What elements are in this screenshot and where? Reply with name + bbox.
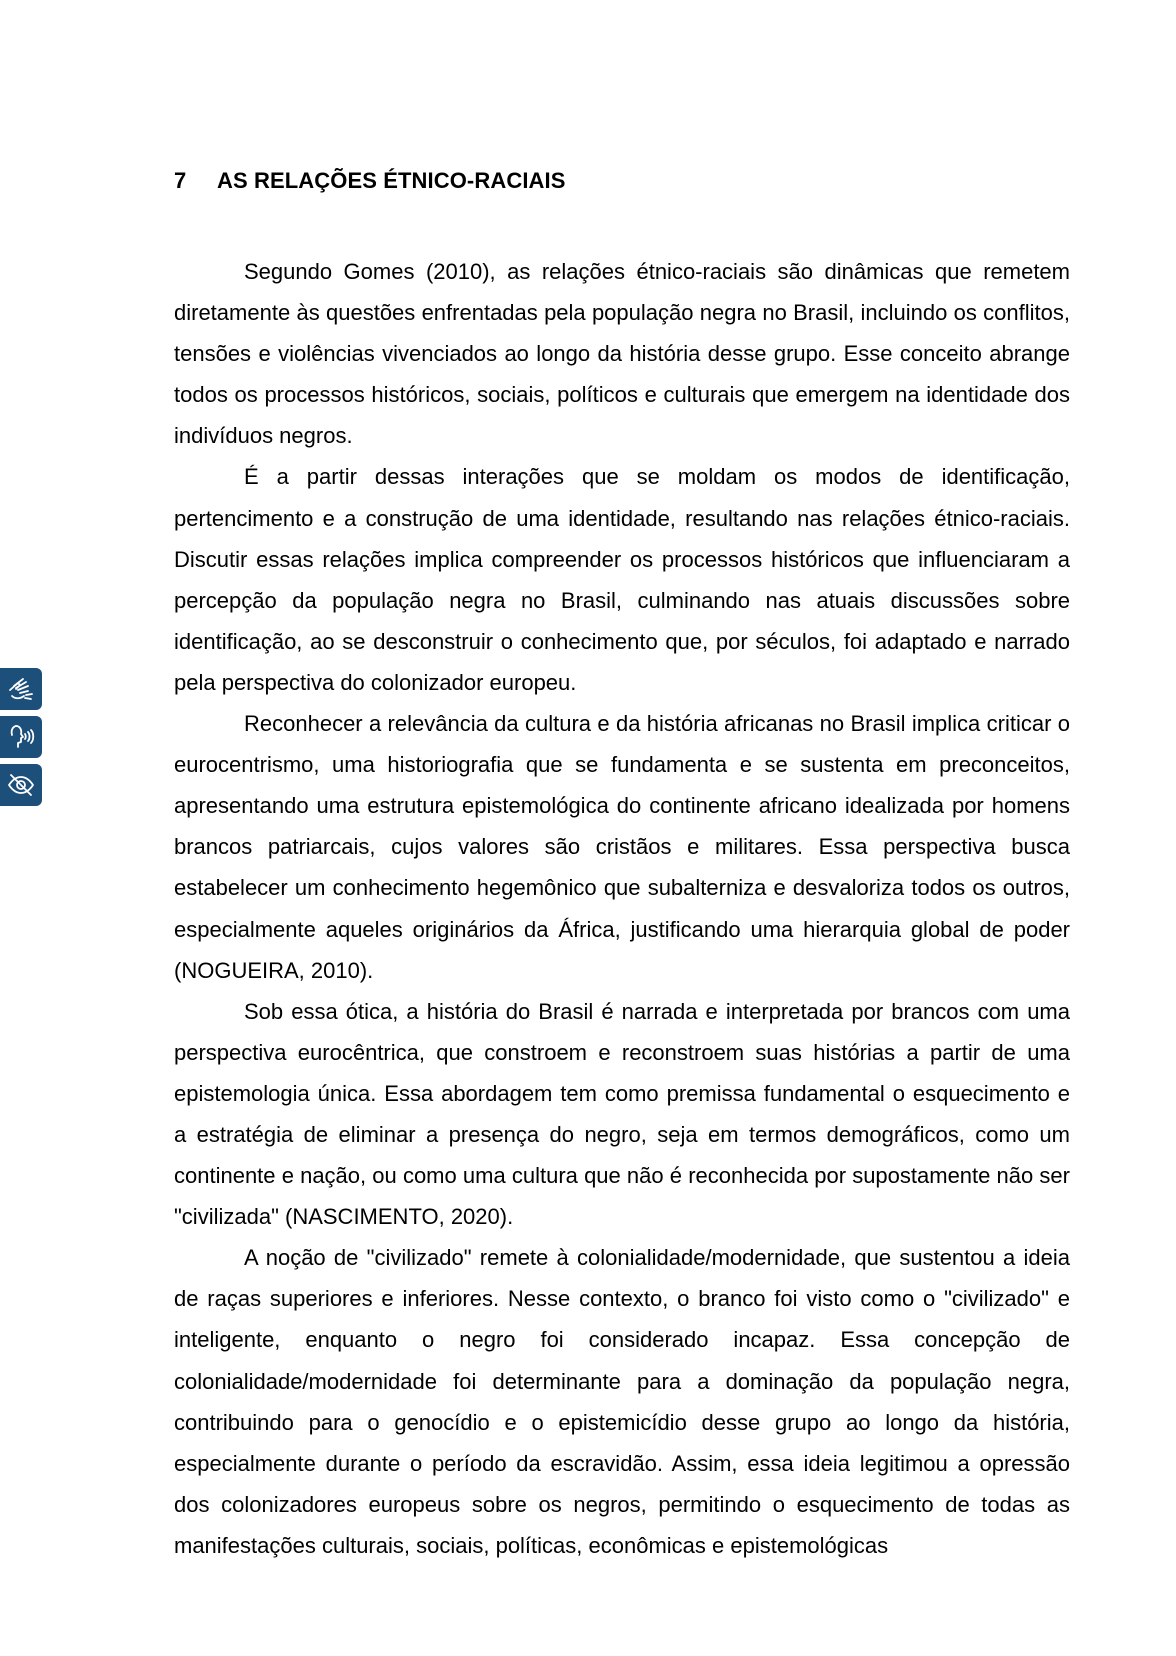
low-vision-icon xyxy=(6,770,36,800)
low-vision-button[interactable] xyxy=(0,764,42,806)
sign-language-icon xyxy=(6,674,36,704)
paragraph: É a partir dessas interações que se moldam os modos de identificação, pertencimento e a construção de uma identidade, resultando nas relações étnico-raciais. Discutir essas relações implica compreender os processos históricos que influenciaram a percepção da população negra no Brasil, culminando nas atuais discussões sobre identificação, ao se desconstruir o conhecimento que, por séculos, foi adaptado e narrado pela perspectiva do colonizador europeu. xyxy=(174,464,1070,695)
section-number: 7 xyxy=(174,168,187,193)
audio-reader-icon xyxy=(6,722,36,752)
paragraph: Reconhecer a relevância da cultura e da história africanas no Brasil implica criticar o eurocentrismo, uma historiografia que se fundamenta e se sustenta em preconceitos, apresentando uma estrutura epistemológica do continente africano idealizada por homens brancos patriarcais, cujos valores são cristãos e militares. Essa perspectiva busca estabelecer um conhecimento hegemônico que subalterniza e desvaloriza todos os outros, especialmente aqueles originários da África, justificando uma hierarquia global de poder (NOGUEIRA, 2010). xyxy=(174,711,1070,983)
paragraph: A noção de "civilizado" remete à colonialidade/modernidade, que sustentou a ideia de raças superiores e inferiores. Nesse contexto, o branco foi visto como o "civilizado" e inteligente, enquanto o negro foi considerado incapaz. Essa concepção de colonialidade/modernidade foi determinante para a dominação da população negra, contribuindo para o genocídio e o epistemicídio desse grupo ao longo da história, especialmente durante o período da escravidão. Assim, essa ideia legitimou a opressão dos colonizadores europeus sobre os negros, permitindo o esquecimento de todas as manifestações culturais, sociais, políticas, econômicas e epistemológicas xyxy=(174,1245,1070,1558)
paragraph: Segundo Gomes (2010), as relações étnico-raciais são dinâmicas que remetem diretamente às questões enfrentadas pela população negra no Brasil, incluindo os conflitos, tensões e violências vivenciados ao longo da história desse grupo. Esse conceito abrange todos os processos históricos, sociais, políticos e culturais que emergem na identidade dos indivíduos negros. xyxy=(174,259,1070,449)
section-title: AS RELAÇÕES ÉTNICO-RACIAIS xyxy=(217,168,566,193)
body-text xyxy=(174,251,1070,1566)
sign-language-button[interactable] xyxy=(0,668,42,710)
accessibility-toolbar xyxy=(0,668,44,812)
section-heading xyxy=(174,168,566,194)
audio-reader-button[interactable] xyxy=(0,716,42,758)
paragraph: Sob essa ótica, a história do Brasil é narrada e interpretada por brancos com uma perspectiva eurocêntrica, que constroem e reconstroem suas histórias a partir de uma epistemologia única. Essa abordagem tem como premissa fundamental o esquecimento e a estratégia de eliminar a presença do negro, seja em termos demográficos, como um continente e nação, ou como uma cultura que não é reconhecida por supostamente não ser "civilizada" (NASCIMENTO, 2020). xyxy=(174,998,1070,1230)
